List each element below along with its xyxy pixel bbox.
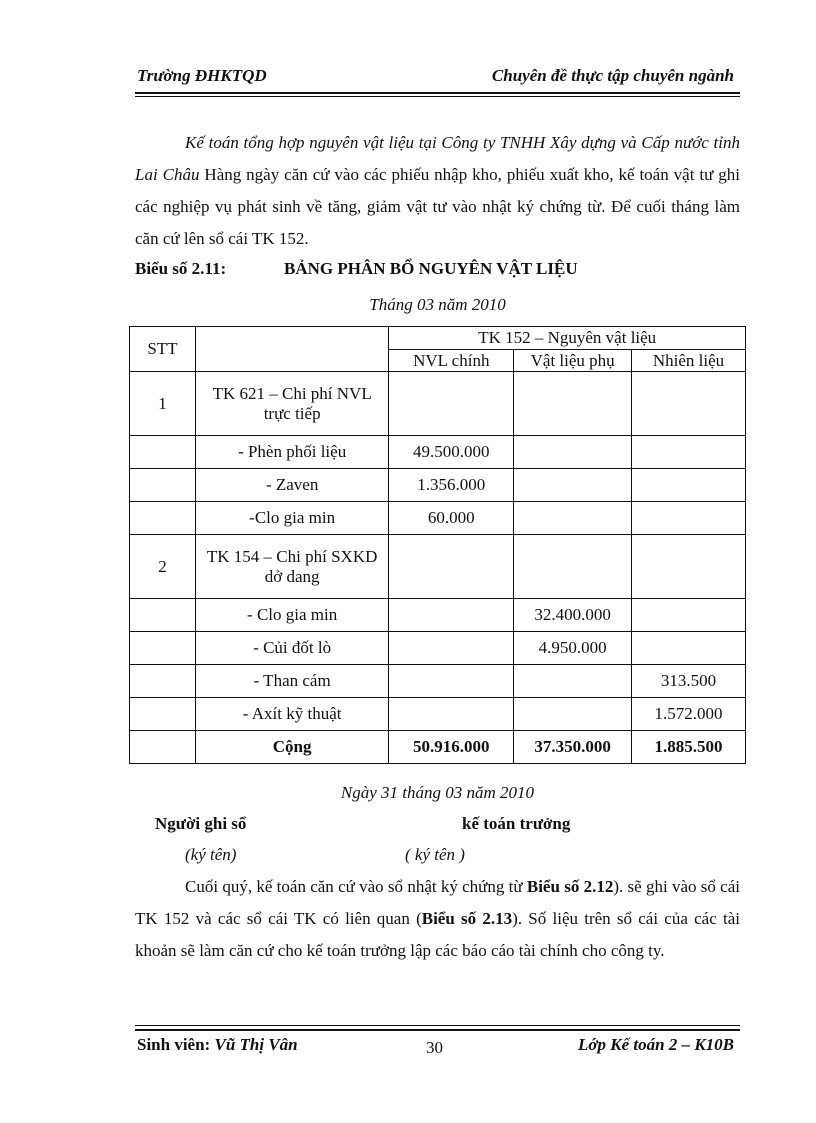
row-stt [130,436,196,469]
signer-bookkeeper-title: Người ghi sổ [155,814,247,833]
row-description: TK 154 – Chi phí SXKD dở dang [195,535,388,599]
total-label: Cộng [195,731,388,764]
row-nhien-lieu [632,502,746,535]
row-nhien-lieu [632,599,746,632]
intro-body: Hàng ngày căn cứ vào các phiếu nhập kho, phiếu xuất kho, kế toán vật tư ghi các nghiệp vụ phát sinh về tăng, giảm vật tư vào nhật ký chứng từ. Để cuối tháng làm căn cứ lên sổ cái TK 152. [135,165,740,248]
row-nhien-lieu [632,436,746,469]
row-nhien-lieu [632,535,746,599]
table-row [130,502,746,535]
total-vat-lieu-phu: 37.350.000 [514,731,632,764]
row-nvl-chinh [389,632,514,665]
row-vat-lieu-phu [514,436,632,469]
row-nhien-lieu [632,372,746,436]
table-subtitle: Tháng 03 năm 2010 [369,295,506,314]
closing-ref-1: Biểu số 2.12 [526,877,614,896]
footer-student [137,1035,298,1055]
footer-student-name: Vũ Thị Vân [214,1035,298,1054]
intro-italic-lead: Kế toán tổng hợp nguyên vật liệu tại Công ty TNHH Xây dựng và Cấp nước tỉnh Lai Châu [135,133,740,184]
row-nvl-chinh: 60.000 [389,502,514,535]
header-divider [135,92,740,94]
row-vat-lieu-phu [514,469,632,502]
table-row [130,469,746,502]
row-nhien-lieu: 313.500 [632,665,746,698]
row-stt: 1 [130,372,196,436]
closing-ref-2: Biểu số 2.13 [421,909,513,928]
header-group: TK 152 – Nguyên vật liệu [389,327,746,350]
row-vat-lieu-phu [514,698,632,731]
row-description: - Than cám [195,665,388,698]
row-stt [130,698,196,731]
table-row [130,535,746,599]
table-row [130,698,746,731]
header-description [195,327,388,372]
row-stt [130,469,196,502]
row-vat-lieu-phu: 4.950.000 [514,632,632,665]
row-nvl-chinh [389,665,514,698]
header-divider-thin [135,96,740,97]
table-row [130,372,746,436]
closing-paragraph [135,871,740,967]
header-col-nhien-lieu: Nhiên liệu [632,350,746,372]
table-row [130,665,746,698]
row-stt [130,665,196,698]
row-nvl-chinh [389,372,514,436]
header-col-vat-lieu-phu: Vật liệu phụ [514,350,632,372]
row-stt [130,599,196,632]
row-description: - Zaven [195,469,388,502]
row-nvl-chinh [389,535,514,599]
row-stt [130,502,196,535]
signer-chief-accountant-note: ( ký tên ) [405,845,465,864]
row-description: TK 621 – Chi phí NVL trực tiếp [195,372,388,436]
signer-chief-accountant-title: kế toán trưởng [462,814,571,833]
header-row [130,327,746,350]
date-line: Ngày 31 tháng 03 năm 2010 [340,783,535,802]
total-stt [130,731,196,764]
form-label: Biểu số 2.11: [135,259,227,278]
row-nhien-lieu [632,632,746,665]
row-vat-lieu-phu [514,372,632,436]
header-col-nvl-chinh: NVL chính [389,350,514,372]
footer-divider [135,1029,740,1031]
row-nhien-lieu [632,469,746,502]
row-nvl-chinh: 49.500.000 [389,436,514,469]
page-number: 30 [426,1038,443,1057]
row-vat-lieu-phu [514,665,632,698]
row-description: - Axít kỹ thuật [195,698,388,731]
row-description: - Củi đốt lò [195,632,388,665]
total-nhien-lieu: 1.885.500 [632,731,746,764]
row-vat-lieu-phu [514,502,632,535]
header-topic: Chuyên đề thực tập chuyên ngành [491,66,734,85]
header-stt: STT [130,327,196,372]
row-description: -Clo gia min [195,502,388,535]
table-row [130,632,746,665]
row-vat-lieu-phu [514,535,632,599]
row-nhien-lieu: 1.572.000 [632,698,746,731]
signer-bookkeeper-note: (ký tên) [185,845,237,864]
header-school: Trường ĐHKTQD [137,66,267,85]
row-nvl-chinh [389,698,514,731]
intro-paragraph [135,127,740,255]
row-stt [130,632,196,665]
closing-text-2: ). sẽ ghi vào sổ cái TK 152 và các sổ cái TK có liên quan ( [135,877,740,928]
closing-text-1: Cuối quý, kế toán căn cứ vào sổ nhật ký chứng từ [185,877,527,896]
row-nvl-chinh [389,599,514,632]
total-row [130,731,746,764]
table-row [130,436,746,469]
total-nvl-chinh: 50.916.000 [389,731,514,764]
footer-student-label: Sinh viên: [137,1035,211,1054]
footer-divider-thin [135,1025,740,1026]
footer-class: Lớp Kế toán 2 – K10B [578,1035,734,1054]
allocation-table [129,326,746,764]
closing-text-3: ). Số liệu trên sổ cái của các tài khoản sẽ làm căn cứ cho kế toán trưởng lập các báo cáo tài chính cho công ty. [135,909,740,960]
table-row [130,599,746,632]
row-vat-lieu-phu: 32.400.000 [514,599,632,632]
row-stt: 2 [130,535,196,599]
row-nvl-chinh: 1.356.000 [389,469,514,502]
row-description: - Clo gia min [195,599,388,632]
row-description: - Phèn phối liệu [195,436,388,469]
table-title: BẢNG PHÂN BỔ NGUYÊN VẬT LIỆU [284,259,578,278]
